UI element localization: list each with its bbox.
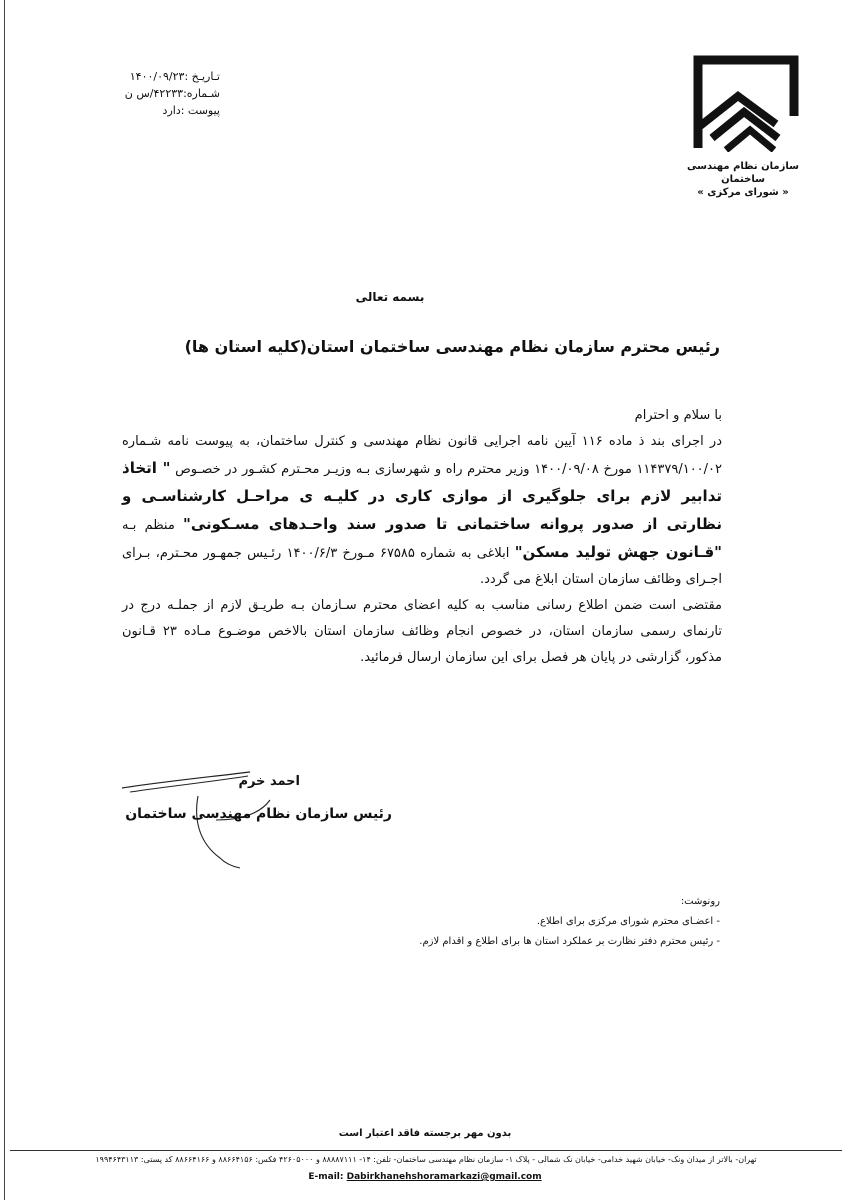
letter-meta: [110, 68, 220, 119]
email-label: E-mail:: [308, 1172, 344, 1182]
paragraph-1-subject: " اتخاذ تدابیر لازم برای جلوگیری از موازی کاری در کلیـه ی مراحـل کارشناسـی و نظارتی از صدور پروانه ساختمانی تا صدور سند واحـدهای مسـکونی": [122, 459, 722, 533]
letter-number: شـماره:۴۲۲۳۳/س ن: [124, 87, 220, 100]
greeting: با سلام و احترام: [634, 408, 722, 423]
cc-item: - رئیس محترم دفتر نظارت بر عملکرد استان ها برای اطلاع و اقدام لازم.: [419, 936, 720, 947]
email-link[interactable]: Dabirkhanehshoramarkazi@gmail.com: [346, 1172, 542, 1182]
footer-divider: [10, 1150, 842, 1151]
recipient-heading: رئیس محترم سازمان نظام مهندسی ساختمان استان(کلیه استان ها): [184, 337, 720, 356]
footer-email: [250, 1172, 600, 1182]
page-left-edge: [4, 0, 5, 1200]
signer-title: رئیس سازمان نظام مهندسی ساختمان: [125, 806, 392, 822]
paragraph-1-text-b: منظم بـه: [122, 518, 183, 533]
org-name-line1: سازمان نظام مهندسی ساختمان: [687, 161, 799, 185]
paragraph-1: [122, 429, 722, 593]
cc-list: [370, 892, 720, 952]
paragraph-1-text-a: در اجرای بند ذ ماده ۱۱۶ آیین نامه اجرایی قانون نظام مهندسی و کنترل ساختمان، به پیوست نامه شـماره ۱۱۴۳۷۹/۱۰۰/۰۲ مورخ ۱۴۰۰/۰۹/۰۸ وزیر محترم راه و شهرسازی بـه وزیـر محـترم کشـور در خصـوص: [122, 434, 723, 477]
paragraph-2: مقتضی است ضمن اطلاع رسانی مناسب به کلیه اعضای محترم سـازمان بـه طریـق لازم از جملـه درج در تارنمای رسمی سازمان استان، در خصوص انجام وظائف سازمان استان بالاخص موضـوع مـاده ۲۳ قـانون مذکور، گزارشی در پایان هر فصل برای این سازمان ارسال فرمائید.: [122, 598, 722, 665]
cc-label: رونوشت:: [680, 896, 720, 907]
paragraph-1-law-name: "قـانون جهش تولید مسکن": [514, 543, 723, 561]
footer-address: تهران- بالاتر از میدان ونک- خیابان شهید خدامی- خیابان نک شمالی - پلاک ۱- سازمان نظام مهندسی ساختمان- تلفن: ۱۴- ۸۸۸۸۷۱۱۱ و ۴۲۶۰۵۰۰۰ فکس: ۸۸۶۶۴۱۵۶ و ۸۸۶۶۴۱۶۶ کد پستی: ۱۹۹۴۶۴۳۱۱۳: [95, 1155, 757, 1164]
org-name: [668, 160, 818, 199]
paragraph-1-text-c: ابلاغی به شماره ۶۷۵۸۵ مـورخ ۱۴۰۰/۶/۳ رئـیس جمهـور محـترم، بـرای اجـرای وظائف سازمان استان ابلاغ می گردد.: [122, 546, 722, 587]
validity-note: بدون مهر برجسته فاقد اعتبار است: [338, 1128, 512, 1139]
cc-item: - اعضـای محترم شورای مرکزی برای اطلاع.: [536, 916, 720, 927]
letter-date: تـاریـخ :۱۴۰۰/۰۹/۲۳: [129, 70, 220, 83]
letter-body: [122, 403, 722, 671]
engineering-org-logo: [690, 52, 802, 152]
letter-attachment: پیوست :دارد: [162, 104, 220, 117]
org-name-line2: « شورای مرکزی »: [697, 187, 789, 198]
basmala: بسمه تعالی: [355, 290, 425, 304]
signer-name: احمد خرم: [238, 774, 300, 789]
